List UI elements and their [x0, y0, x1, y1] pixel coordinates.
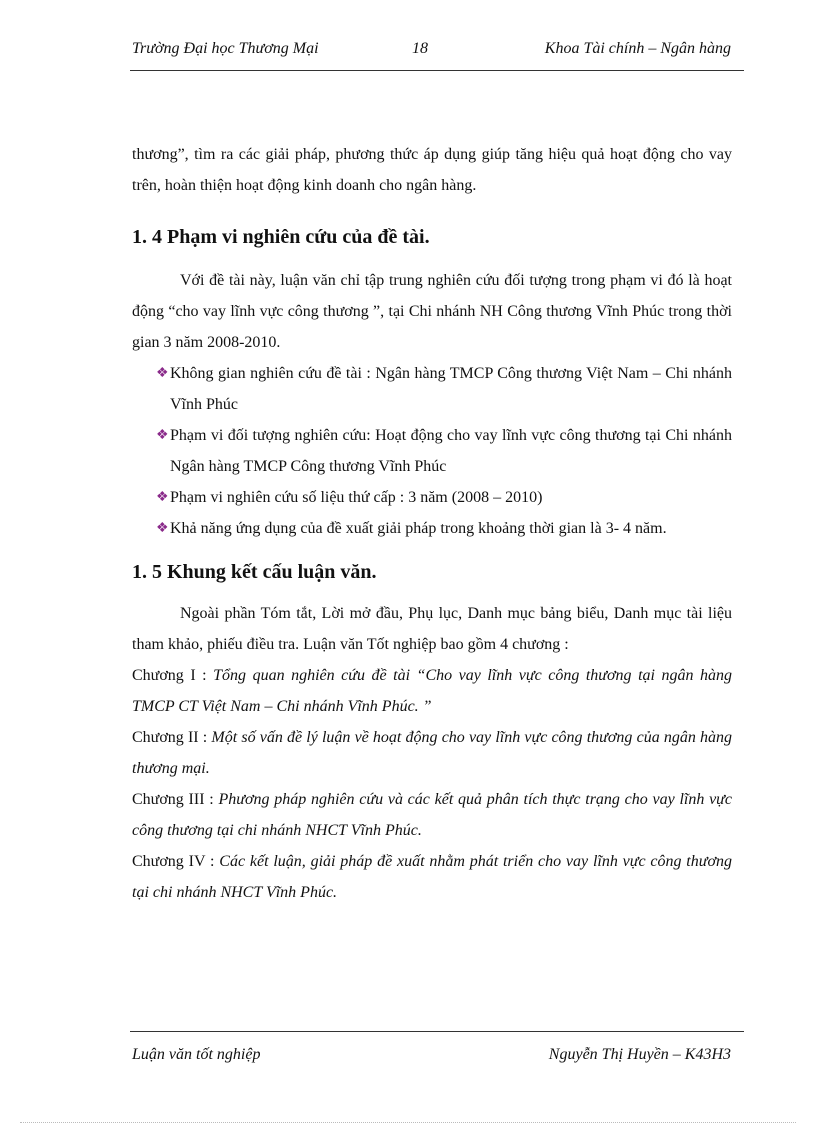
header-university: Trường Đại học Thương Mại — [132, 40, 319, 57]
section-1-5-paragraph: Ngoài phần Tóm tắt, Lời mở đầu, Phụ lục, Danh mục bảng biểu, Danh mục tài liệu tham khảo, phiếu điều tra. Luận văn Tốt nghiệp bao gồm 4 chương : — [132, 605, 732, 653]
page-body — [132, 139, 732, 908]
list-item — [132, 482, 732, 513]
list-item-text: Khả năng ứng dụng của đề xuất giải pháp trong khoảng thời gian là 3- 4 năm. — [170, 520, 667, 537]
section-1-4-paragraph: Với đề tài này, luận văn chỉ tập trung nghiên cứu đối tượng trong phạm vi đó là hoạt động “cho vay lĩnh vực công thương ”, tại Chi nhánh NH Công thương Vĩnh Phúc trong thời gian 3 năm 2008-2010. — [132, 272, 732, 351]
diamond-bullet-icon: ❖ — [156, 366, 169, 381]
list-item-text: Phạm vi đối tượng nghiên cứu: Hoạt động cho vay lĩnh vực công thương tại Chi nhánh Ngân hàng TMCP Công thương Vĩnh Phúc — [170, 427, 732, 475]
chapter-label: Chương I : — [132, 667, 207, 684]
chapter-description: Phương pháp nghiên cứu và các kết quả phân tích thực trạng cho vay lĩnh vực công thương tại chi nhánh NHCT Vĩnh Phúc. — [132, 791, 733, 839]
intro-paragraph: thương”, tìm ra các giải pháp, phương thức áp dụng giúp tăng hiệu quả hoạt động cho vay trên, hoàn thiện hoạt động kinh doanh cho ngân hàng. — [132, 146, 732, 194]
chapter-3 — [132, 784, 732, 846]
chapter-label: Chương II : — [132, 729, 208, 746]
chapter-1 — [132, 660, 732, 722]
chapter-4 — [132, 846, 732, 908]
footer-rule — [130, 1031, 744, 1032]
section-1-4-heading: 1. 4 Phạm vi nghiên cứu của đề tài. — [132, 226, 430, 248]
footer-thesis-type: Luận văn tốt nghiệp — [132, 1046, 261, 1063]
header-rule — [130, 70, 744, 71]
header-page-number: 18 — [412, 40, 428, 57]
diamond-bullet-icon: ❖ — [156, 490, 169, 505]
scope-bullet-list — [132, 358, 732, 544]
chapter-label: Chương III : — [132, 791, 214, 808]
chapter-2 — [132, 722, 732, 784]
chapter-description: Một số vấn đề lý luận về hoạt động cho vay lĩnh vực công thương của ngân hàng thương mại. — [132, 729, 733, 777]
list-item — [132, 358, 732, 420]
chapter-label: Chương IV : — [132, 853, 215, 870]
page-header — [132, 40, 731, 66]
chapter-description: Tổng quan nghiên cứu đề tài “Cho vay lĩnh vực công thương tại ngân hàng TMCP CT Việt Nam – Chi nhánh Vĩnh Phúc. ” — [132, 667, 733, 715]
header-faculty: Khoa Tài chính – Ngân hàng — [544, 40, 731, 57]
section-1-5-heading: 1. 5 Khung kết cấu luận văn. — [132, 561, 377, 583]
list-item — [132, 513, 732, 544]
list-item — [132, 420, 732, 482]
list-item-text: Không gian nghiên cứu đề tài : Ngân hàng TMCP Công thương Việt Nam – Chi nhánh Vĩnh Phúc — [170, 365, 732, 413]
list-item-text: Phạm vi nghiên cứu số liệu thứ cấp : 3 năm (2008 – 2010) — [170, 489, 543, 506]
footer-author: Nguyễn Thị Huyền – K43H3 — [548, 1046, 731, 1063]
diamond-bullet-icon: ❖ — [156, 428, 169, 443]
diamond-bullet-icon: ❖ — [156, 521, 169, 536]
chapter-description: Các kết luận, giải pháp đề xuất nhằm phát triển cho vay lĩnh vực công thương tại chi nhánh NHCT Vĩnh Phúc. — [132, 853, 733, 901]
